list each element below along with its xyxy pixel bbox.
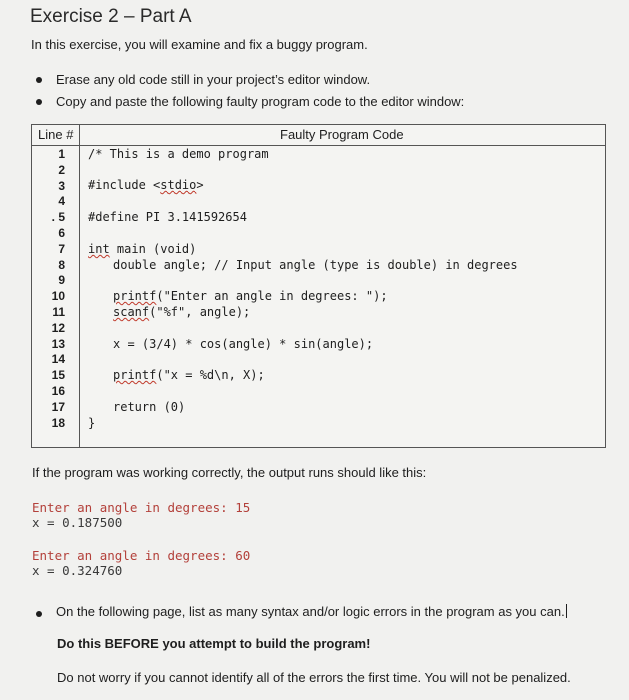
line-number: 9 xyxy=(58,273,65,288)
output-prompt: Enter an angle in degrees: 60 xyxy=(32,548,251,563)
line-number: 14 xyxy=(51,352,65,367)
page-title: Exercise 2 – Part A xyxy=(30,6,192,27)
line-number: . 5 xyxy=(51,210,65,225)
code-line: x = (3/4) * cos(angle) * sin(angle); xyxy=(113,337,374,351)
instruction-list xyxy=(34,70,464,114)
line-number: 8 xyxy=(58,257,65,272)
line-number: 2 xyxy=(58,162,65,177)
code-line: #define PI 3.141592654 xyxy=(88,210,247,224)
emphasis-note: Do this BEFORE you attempt to build the program! xyxy=(57,636,371,651)
line-number-header: Line # xyxy=(38,127,74,142)
line-number: 11 xyxy=(52,304,65,319)
output-run xyxy=(32,548,250,578)
code-table xyxy=(31,124,606,448)
line-number: 16 xyxy=(51,383,65,398)
code-line: #include <stdio> xyxy=(88,178,204,192)
line-number: 6 xyxy=(58,225,65,240)
penalty-note: Do not worry if you cannot identify all of the errors the first time. You will not be penalized. xyxy=(57,670,571,685)
line-number: 3 xyxy=(58,178,65,193)
code-header: Faulty Program Code xyxy=(280,127,404,142)
code-line: int main (void) xyxy=(88,242,197,256)
line-number: 17 xyxy=(51,399,65,414)
line-numbers xyxy=(32,147,79,431)
code-line: printf("Enter an angle in degrees: "); xyxy=(113,289,388,303)
bullet-icon xyxy=(36,77,42,83)
code-line: scanf("%f", angle); xyxy=(113,305,251,319)
line-number: 10 xyxy=(51,289,65,304)
code-line: printf("x = %d\n, X); xyxy=(113,368,265,382)
code-line: return (0) xyxy=(113,400,186,414)
bullet-icon xyxy=(36,611,42,617)
intro-text: In this exercise, you will examine and fix a buggy program. xyxy=(31,37,368,52)
column-divider xyxy=(79,125,80,447)
output-result: x = 0.324760 xyxy=(32,563,123,578)
line-number: 4 xyxy=(58,194,65,209)
output-note: If the program was working correctly, the output runs should like this: xyxy=(32,465,427,480)
line-number: 13 xyxy=(51,336,65,351)
task-bullet: On the following page, list as many syntax and/or logic errors in the program as you can. xyxy=(34,604,567,619)
text-cursor xyxy=(566,604,567,618)
bullet-icon xyxy=(36,99,42,105)
line-number: 7 xyxy=(58,241,65,256)
line-number: 15 xyxy=(51,368,65,383)
table-header xyxy=(32,125,605,146)
line-number: 18 xyxy=(51,415,65,430)
code-line: } xyxy=(88,416,96,430)
line-number: 12 xyxy=(51,320,65,335)
output-run xyxy=(32,500,250,530)
list-item: Copy and paste the following faulty program code to the editor window: xyxy=(34,92,464,114)
code-line: double angle; // Input angle (type is double) in degrees xyxy=(113,258,518,272)
output-prompt: Enter an angle in degrees: 15 xyxy=(32,500,251,515)
list-item: Erase any old code still in your project’s editor window. xyxy=(34,70,464,92)
line-number: 1 xyxy=(58,147,65,161)
code-line: /* This is a demo program xyxy=(88,147,269,161)
output-result: x = 0.187500 xyxy=(32,515,123,530)
